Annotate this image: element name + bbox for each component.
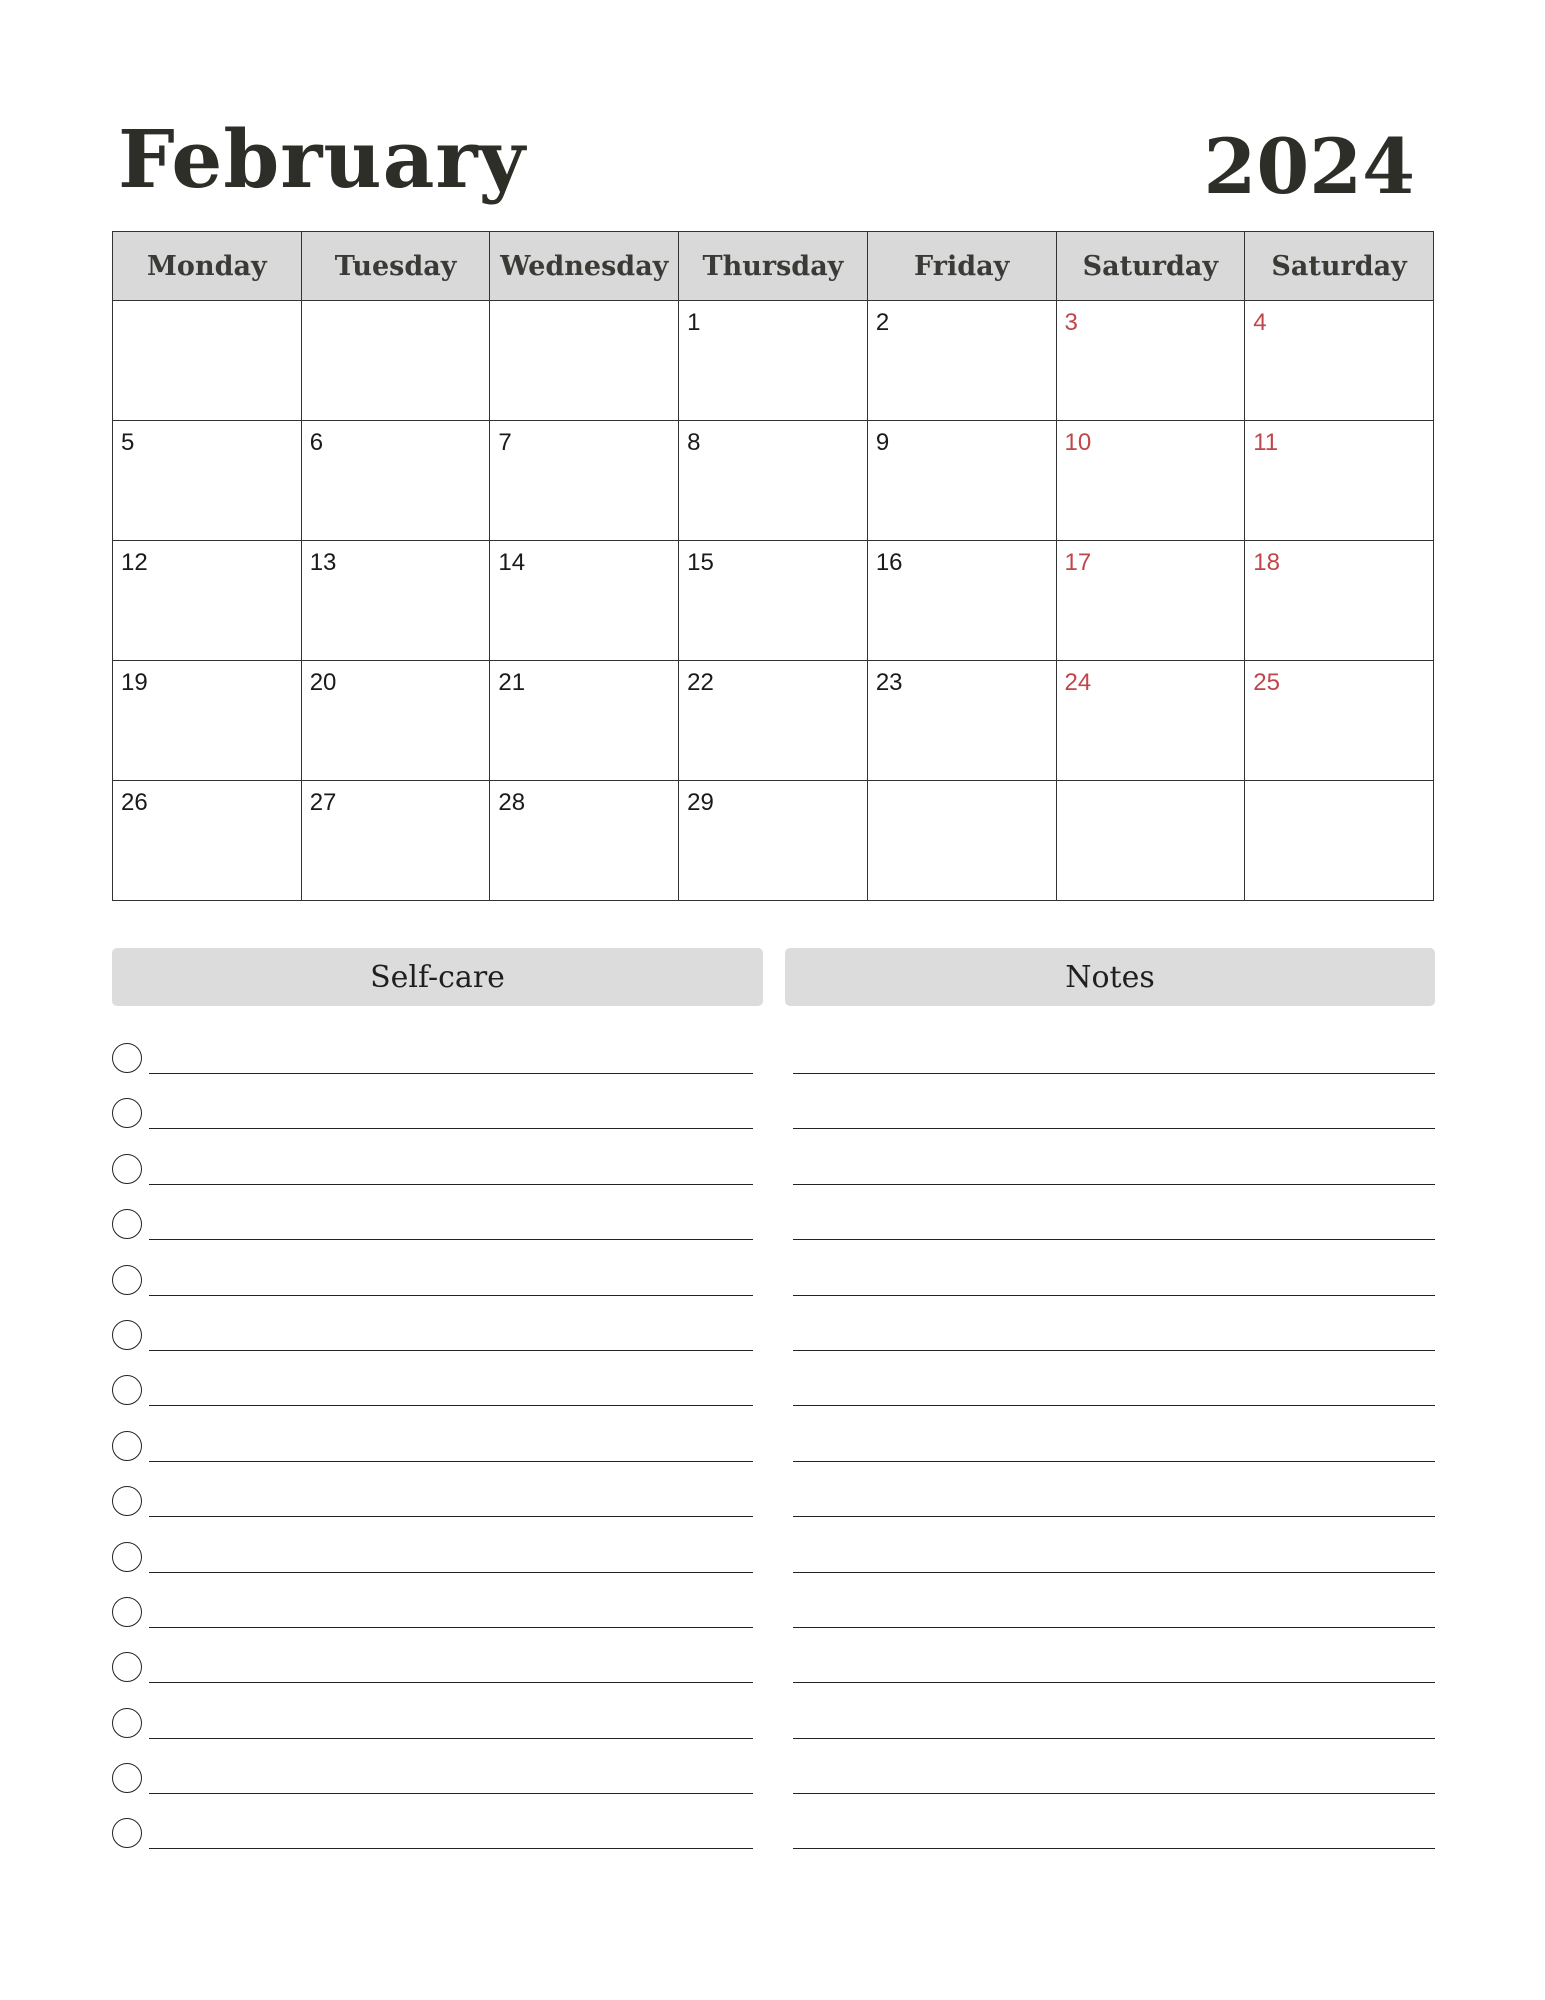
day-number: 14	[498, 549, 526, 576]
day-number: 11	[1253, 429, 1279, 456]
day-number: 17	[1064, 549, 1092, 576]
day-cell[interactable]	[867, 661, 1056, 781]
checkbox-circle-icon[interactable]	[112, 1542, 142, 1572]
day-number: 16	[875, 549, 903, 576]
checkbox-circle-icon[interactable]	[112, 1431, 142, 1461]
notes-row	[793, 1315, 1435, 1370]
day-number: 13	[309, 549, 337, 576]
writing-line[interactable]	[149, 1572, 753, 1573]
day-number: 6	[309, 429, 324, 456]
day-number: 25	[1253, 669, 1280, 696]
writing-line[interactable]	[793, 1516, 1435, 1517]
weekday-header: Friday	[867, 232, 1056, 301]
selfcare-row	[112, 1260, 753, 1315]
day-cell[interactable]	[867, 421, 1056, 541]
writing-line[interactable]	[793, 1848, 1435, 1849]
writing-line[interactable]	[793, 1295, 1435, 1296]
day-cell[interactable]	[1056, 421, 1245, 541]
notes-row	[793, 1149, 1435, 1204]
writing-line[interactable]	[149, 1405, 753, 1406]
notes-row	[793, 1038, 1435, 1093]
day-cell[interactable]	[113, 421, 302, 541]
notes-row	[793, 1813, 1435, 1868]
writing-line[interactable]	[793, 1405, 1435, 1406]
weekday-header: Saturday	[1245, 232, 1434, 301]
day-number: 28	[498, 789, 526, 816]
day-cell[interactable]	[301, 421, 490, 541]
day-cell[interactable]	[301, 781, 490, 901]
checkbox-circle-icon[interactable]	[112, 1265, 142, 1295]
selfcare-row	[112, 1315, 753, 1370]
selfcare-row	[112, 1370, 753, 1425]
day-number: 7	[498, 429, 512, 456]
day-cell[interactable]	[301, 541, 490, 661]
writing-line[interactable]	[149, 1128, 753, 1129]
checkbox-circle-icon[interactable]	[112, 1320, 142, 1350]
day-number: 5	[121, 429, 135, 456]
writing-line[interactable]	[149, 1073, 753, 1074]
year-title: 2024	[1203, 122, 1415, 211]
checkbox-circle-icon[interactable]	[112, 1818, 142, 1848]
day-cell[interactable]	[490, 661, 679, 781]
selfcare-row	[112, 1204, 753, 1259]
day-number: 2	[875, 309, 890, 336]
checkbox-circle-icon[interactable]	[112, 1043, 142, 1073]
day-cell[interactable]	[301, 661, 490, 781]
writing-line[interactable]	[149, 1793, 753, 1794]
writing-line[interactable]	[793, 1461, 1435, 1462]
selfcare-list	[112, 1038, 753, 1869]
selfcare-row	[112, 1592, 753, 1647]
day-number: 18	[1253, 549, 1280, 576]
day-cell[interactable]	[113, 541, 302, 661]
selfcare-row	[112, 1426, 753, 1481]
selfcare-row	[112, 1758, 753, 1813]
week-row	[113, 301, 1434, 421]
writing-line[interactable]	[149, 1184, 753, 1185]
writing-line[interactable]	[149, 1239, 753, 1240]
day-number: 4	[1253, 309, 1267, 336]
day-cell[interactable]	[1056, 781, 1245, 901]
day-cell[interactable]	[1056, 661, 1245, 781]
writing-line[interactable]	[793, 1350, 1435, 1351]
selfcare-row	[112, 1703, 753, 1758]
notes-row	[793, 1537, 1435, 1592]
checkbox-circle-icon[interactable]	[112, 1375, 142, 1405]
weekday-header: Tuesday	[301, 232, 490, 301]
weekday-header: Monday	[113, 232, 302, 301]
weekday-header: Thursday	[679, 232, 868, 301]
calendar-grid	[112, 231, 1434, 901]
checkbox-circle-icon[interactable]	[112, 1652, 142, 1682]
day-number: 23	[875, 669, 903, 696]
writing-line[interactable]	[793, 1627, 1435, 1628]
notes-heading: Notes	[785, 948, 1435, 1006]
day-number: 19	[121, 669, 148, 696]
day-cell[interactable]	[301, 301, 490, 421]
day-cell[interactable]	[113, 661, 302, 781]
checkbox-circle-icon[interactable]	[112, 1209, 142, 1239]
selfcare-row	[112, 1813, 753, 1868]
day-cell[interactable]	[679, 781, 868, 901]
writing-line[interactable]	[149, 1738, 753, 1739]
day-number: 3	[1064, 309, 1078, 336]
writing-line[interactable]	[149, 1461, 753, 1462]
selfcare-row	[112, 1481, 753, 1536]
notes-row	[793, 1204, 1435, 1259]
day-cell[interactable]	[1245, 661, 1434, 781]
writing-line[interactable]	[793, 1073, 1435, 1074]
checkbox-circle-icon[interactable]	[112, 1098, 142, 1128]
writing-line[interactable]	[793, 1572, 1435, 1573]
notes-row	[793, 1370, 1435, 1425]
day-number: 24	[1064, 669, 1092, 696]
notes-row	[793, 1260, 1435, 1315]
writing-line[interactable]	[149, 1350, 753, 1351]
day-cell[interactable]	[867, 781, 1056, 901]
selfcare-row	[112, 1038, 753, 1093]
day-number: 10	[1064, 429, 1092, 456]
selfcare-heading: Self-care	[112, 948, 763, 1006]
notes-row	[793, 1703, 1435, 1758]
writing-line[interactable]	[149, 1848, 753, 1849]
day-cell[interactable]	[679, 421, 868, 541]
checkbox-circle-icon[interactable]	[112, 1597, 142, 1627]
week-row	[113, 661, 1434, 781]
week-row	[113, 541, 1434, 661]
writing-line[interactable]	[149, 1627, 753, 1628]
notes-row	[793, 1426, 1435, 1481]
selfcare-row	[112, 1093, 753, 1148]
notes-row	[793, 1647, 1435, 1702]
writing-line[interactable]	[149, 1295, 753, 1296]
day-number: 21	[498, 669, 526, 696]
writing-line[interactable]	[793, 1793, 1435, 1794]
month-title: February	[118, 112, 527, 206]
writing-line[interactable]	[793, 1184, 1435, 1185]
day-number: 9	[875, 429, 890, 456]
notes-row	[793, 1481, 1435, 1536]
day-cell[interactable]	[490, 421, 679, 541]
day-cell[interactable]	[867, 541, 1056, 661]
day-number: 27	[309, 789, 337, 816]
writing-line[interactable]	[793, 1738, 1435, 1739]
notes-row	[793, 1592, 1435, 1647]
selfcare-row	[112, 1149, 753, 1204]
writing-line[interactable]	[793, 1682, 1435, 1683]
weekday-header: Wednesday	[490, 232, 679, 301]
day-cell[interactable]	[113, 781, 302, 901]
day-cell[interactable]	[490, 301, 679, 421]
day-cell[interactable]	[679, 661, 868, 781]
day-number: 20	[309, 669, 337, 696]
day-cell[interactable]	[1245, 421, 1434, 541]
day-cell[interactable]	[679, 541, 868, 661]
checkbox-circle-icon[interactable]	[112, 1708, 142, 1738]
selfcare-row	[112, 1647, 753, 1702]
writing-line[interactable]	[149, 1516, 753, 1517]
day-number: 29	[687, 789, 714, 816]
checkbox-circle-icon[interactable]	[112, 1154, 142, 1184]
day-cell[interactable]	[490, 541, 679, 661]
weekday-header: Saturday	[1056, 232, 1245, 301]
weekday-header-row	[113, 232, 1434, 301]
day-number: 22	[687, 669, 714, 696]
day-cell[interactable]	[679, 301, 868, 421]
day-number: 26	[121, 789, 148, 816]
day-cell[interactable]	[1245, 781, 1434, 901]
writing-line[interactable]	[149, 1682, 753, 1683]
notes-list	[793, 1038, 1435, 1869]
day-cell[interactable]	[1245, 301, 1434, 421]
notes-row	[793, 1093, 1435, 1148]
day-cell[interactable]	[1245, 541, 1434, 661]
checkbox-circle-icon[interactable]	[112, 1763, 142, 1793]
day-cell[interactable]	[1056, 301, 1245, 421]
checkbox-circle-icon[interactable]	[112, 1486, 142, 1516]
day-number: 1	[687, 309, 701, 336]
writing-line[interactable]	[793, 1239, 1435, 1240]
day-number: 15	[687, 549, 714, 576]
selfcare-row	[112, 1537, 753, 1592]
day-cell[interactable]	[1056, 541, 1245, 661]
week-row	[113, 781, 1434, 901]
week-row	[113, 421, 1434, 541]
notes-row	[793, 1758, 1435, 1813]
day-cell[interactable]	[867, 301, 1056, 421]
day-cell[interactable]	[113, 301, 302, 421]
day-number: 8	[687, 429, 701, 456]
writing-line[interactable]	[793, 1128, 1435, 1129]
day-cell[interactable]	[490, 781, 679, 901]
day-number: 12	[121, 549, 148, 576]
